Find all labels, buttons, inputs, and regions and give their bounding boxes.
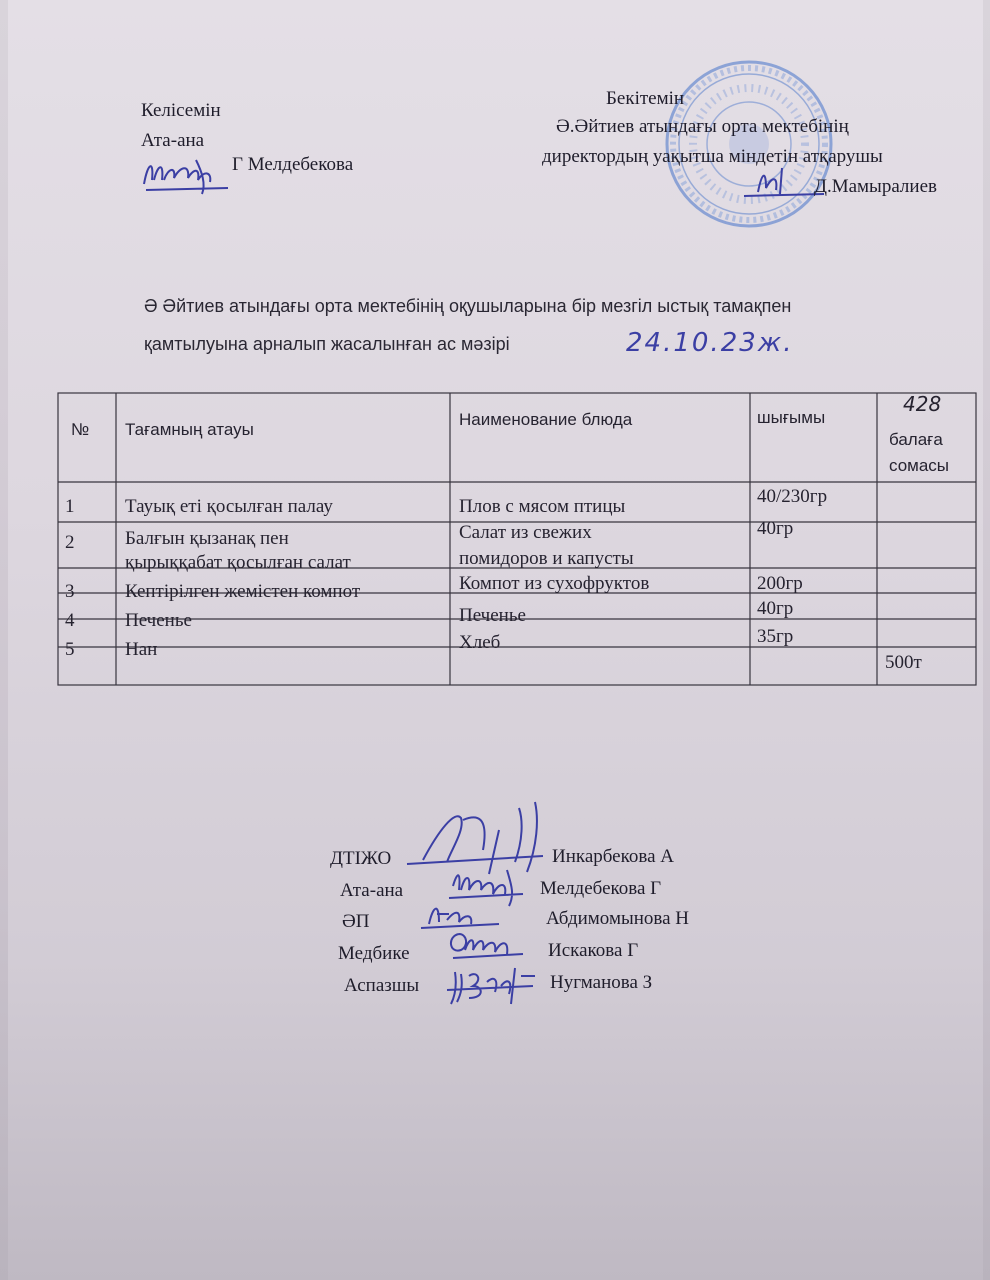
row2-name-ru-line2: помидоров и капусты bbox=[459, 548, 634, 569]
school-name-line: Ә.Әйтиев атындағы орта мектебінің bbox=[556, 116, 849, 137]
parent-signature bbox=[136, 150, 236, 198]
header-name-kz: Тағамның атауы bbox=[125, 420, 254, 439]
row3-number: 3 bbox=[65, 581, 75, 602]
header-output: шығымы bbox=[757, 408, 826, 427]
signature-role-dtizho: ДТІЖО bbox=[330, 848, 392, 869]
row1-number: 1 bbox=[65, 496, 75, 517]
row5-name-ru: Хлеб bbox=[459, 632, 501, 653]
header-name-ru: Наименование блюда bbox=[459, 410, 633, 429]
row5-number: 5 bbox=[65, 639, 75, 660]
row3-name-ru: Компот из сухофруктов bbox=[459, 573, 650, 594]
header-number: № bbox=[71, 420, 90, 439]
row3-output: 200гр bbox=[757, 573, 803, 594]
signature-role-nurse: Медбике bbox=[338, 943, 410, 964]
row1-output: 40/230гр bbox=[757, 486, 828, 507]
signature-name-ap: Абдимомынова Н bbox=[546, 908, 690, 929]
signature-name-cook: Нугманова З bbox=[550, 972, 653, 993]
row1-name-kz: Тауық еті қосылған палау bbox=[125, 496, 333, 517]
document-sheet bbox=[8, 0, 983, 1280]
menu-date: 24.10.23ж. bbox=[626, 328, 794, 358]
row2-name-kz-line1: Балғын қызанақ пен bbox=[125, 528, 289, 549]
parent-name: Г Мелдебекова bbox=[232, 154, 354, 175]
header-children-count: 428 bbox=[903, 392, 942, 416]
signature-name-parent: Мелдебекова Г bbox=[540, 878, 662, 899]
row3-name-kz: Кептірілген жемістен компот bbox=[125, 581, 361, 602]
row5-name-kz: Нан bbox=[125, 639, 158, 660]
agree-label: Келісемін bbox=[141, 100, 221, 121]
signature-role-cook: Аспазшы bbox=[344, 975, 420, 996]
row4-name-ru: Печенье bbox=[459, 605, 526, 626]
school-stamp bbox=[663, 58, 835, 230]
menu-table bbox=[57, 392, 982, 688]
row2-number: 2 bbox=[65, 532, 75, 553]
row2-name-kz-line2: қырыққабат қосылған салат bbox=[125, 552, 351, 573]
signature-name-dtizho: Инкарбекова А bbox=[552, 846, 675, 867]
parent-role-label: Ата-ана bbox=[141, 130, 205, 151]
row1-name-ru: Плов с мясом птицы bbox=[459, 496, 626, 517]
total-amount: 500т bbox=[885, 652, 922, 673]
row2-output: 40гр bbox=[757, 518, 794, 539]
approve-label: Бекітемін bbox=[606, 88, 685, 109]
header-children-line1: балаға bbox=[889, 430, 943, 449]
signature-role-parent: Ата-ана bbox=[340, 880, 404, 901]
menu-title-line2: қамтылуына арналып жасалынған ас мәзірі bbox=[144, 334, 510, 354]
signature-role-ap: ӘП bbox=[342, 911, 370, 932]
menu-title-line1: Ә Әйтиев атындағы орта мектебінің оқушыларына бір мезгіл ыстық тамақпен bbox=[144, 296, 792, 316]
row4-name-kz: Печенье bbox=[125, 610, 192, 631]
header-children-line2: сомасы bbox=[889, 456, 950, 475]
director-title-line: директордың уақытша міндетін атқарушы bbox=[542, 146, 883, 167]
signatures-handwriting bbox=[403, 790, 573, 1020]
row4-output: 40гр bbox=[757, 598, 794, 619]
signature-name-nurse: Искакова Г bbox=[548, 940, 639, 961]
row2-name-ru-line1: Салат из свежих bbox=[459, 522, 592, 543]
director-name: Д.Мамыралиев bbox=[814, 176, 937, 197]
row5-output: 35гр bbox=[757, 626, 794, 647]
row4-number: 4 bbox=[65, 610, 75, 631]
